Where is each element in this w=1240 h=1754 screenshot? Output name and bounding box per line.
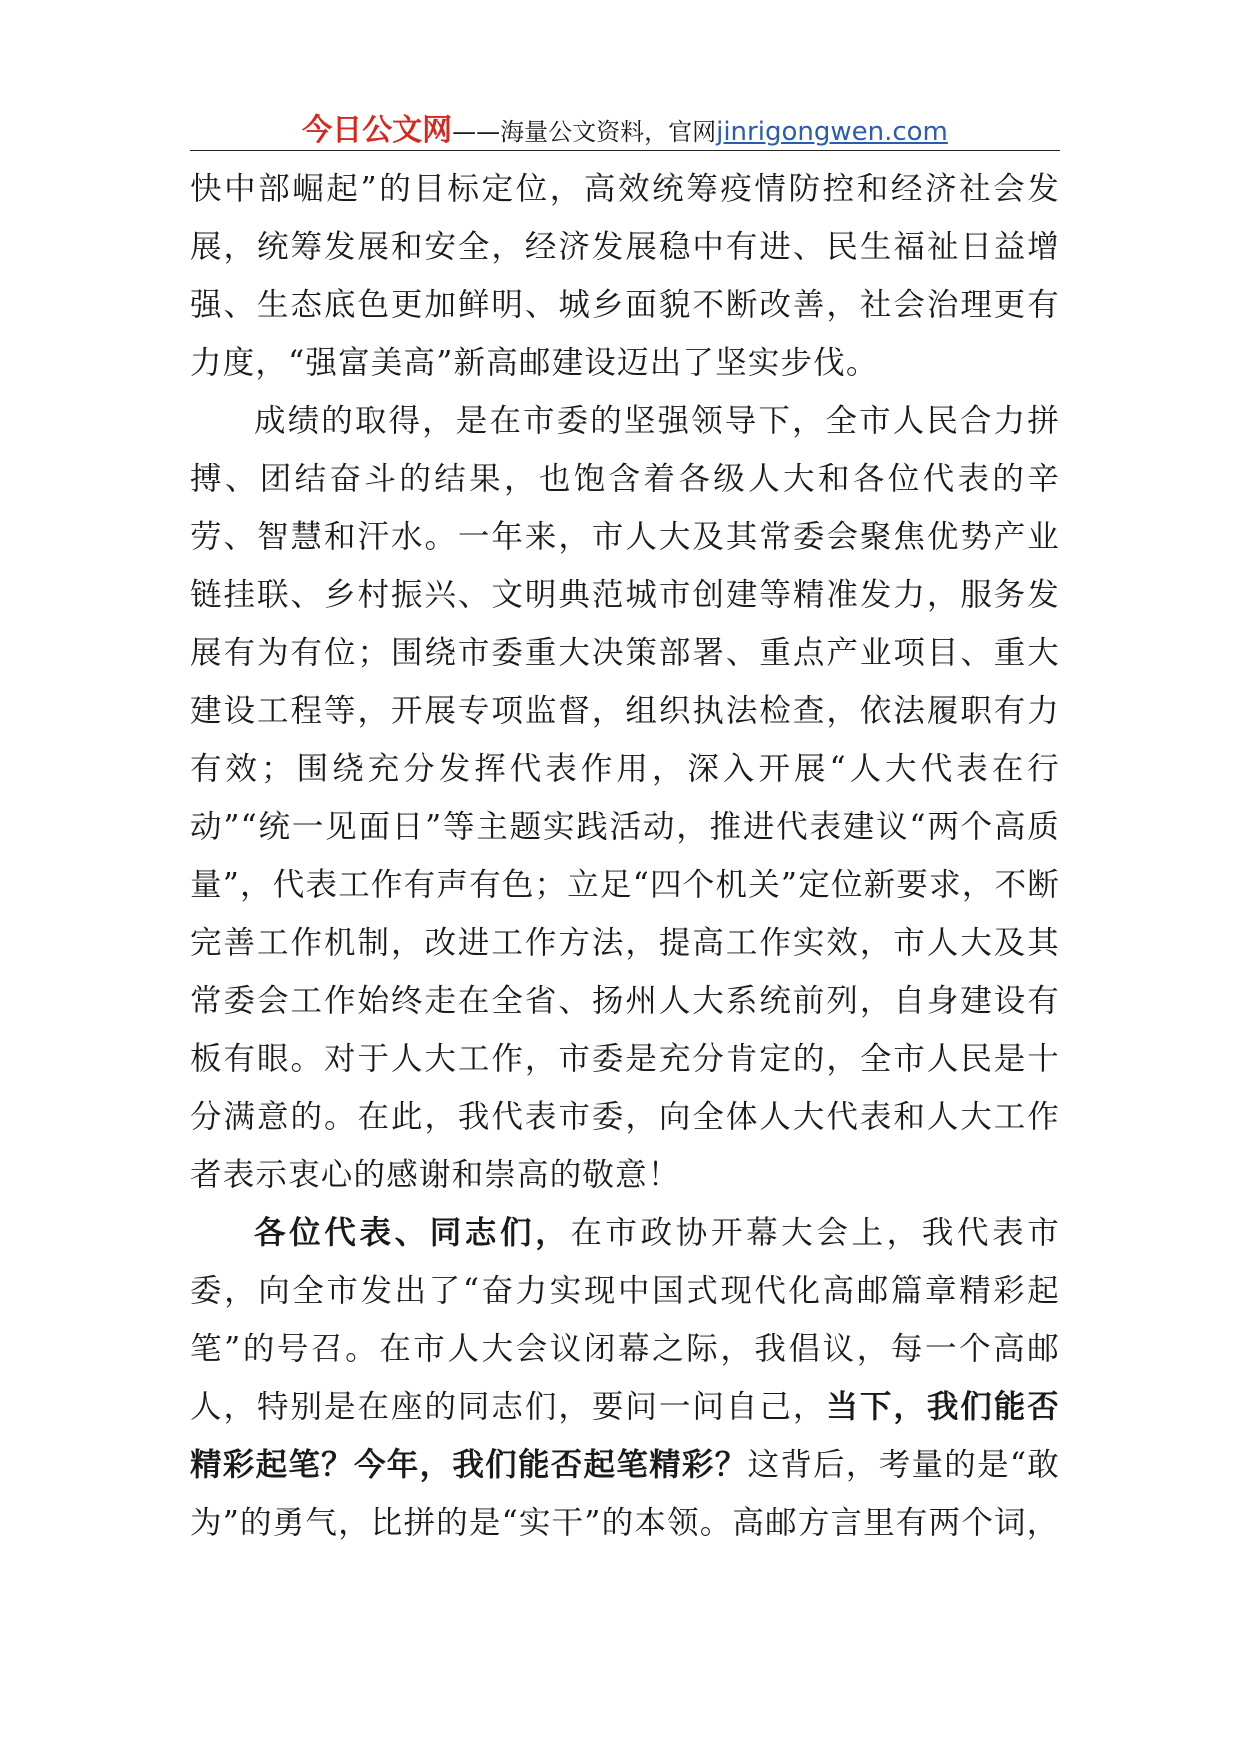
site-tagline: ——海量公文资料，官网 <box>452 118 717 146</box>
paragraph-3-bold-question: 当下，我们能否精彩起笔？今年，我们能否起笔精彩？ <box>190 1389 1060 1483</box>
site-url-link[interactable]: jinrigongwen.com <box>716 117 948 147</box>
paragraph-3-text-a: 在市政协开幕大会上，我代表市委，向全市发出了“奋力实现中国式现代化高邮篇章精彩起笔”的号召。在市人大会议闭幕之际，我倡议，每一个高邮人，特别是在座的同志们，要问一问自己， <box>190 1215 1060 1425</box>
paragraph-3-salutation: 各位代表、同志们， <box>254 1215 571 1251</box>
site-header <box>190 104 1060 146</box>
paragraph-3-text-b: 这背后，考量的是“敢为”的勇气，比拼的是“实干”的本领。高邮方言里有两个词， <box>190 1447 1060 1541</box>
document-body <box>190 160 1060 1552</box>
paragraph-1: 快中部崛起”的目标定位，高效统筹疫情防控和经济社会发展，统筹发展和安全，经济发展稳中有进、民生福祉日益增强、生态底色更加鲜明、城乡面貌不断改善，社会治理更有力度，“强富美高”新高邮建设迈出了坚实步伐。 <box>190 171 1060 381</box>
header-divider <box>190 150 1060 151</box>
paragraph-3 <box>190 1204 1060 1552</box>
site-brand: 今日公文网 <box>302 113 453 148</box>
paragraph-2: 成绩的取得，是在市委的坚强领导下，全市人民合力拼搏、团结奋斗的结果，也饱含着各级人大和各位代表的辛劳、智慧和汗水。一年来，市人大及其常委会聚焦优势产业链挂联、乡村振兴、文明典范城市创建等精准发力，服务发展有为有位；围绕市委重大决策部署、重点产业项目、重大建设工程等，开展专项监督，组织执法检查，依法履职有力有效；围绕充分发挥代表作用，深入开展“人大代表在行动”“统一见面日”等主题实践活动，推进代表建议“两个高质量”，代表工作有声有色；立足“四个机关”定位新要求，不断完善工作机制，改进工作方法，提高工作实效，市人大及其常委会工作始终走在全省、扬州人大系统前列，自身建设有板有眼。对于人大工作，市委是充分肯定的，全市人民是十分满意的。在此，我代表市委，向全体人大代表和人大工作者表示衷心的感谢和崇高的敬意！ <box>190 403 1060 1193</box>
